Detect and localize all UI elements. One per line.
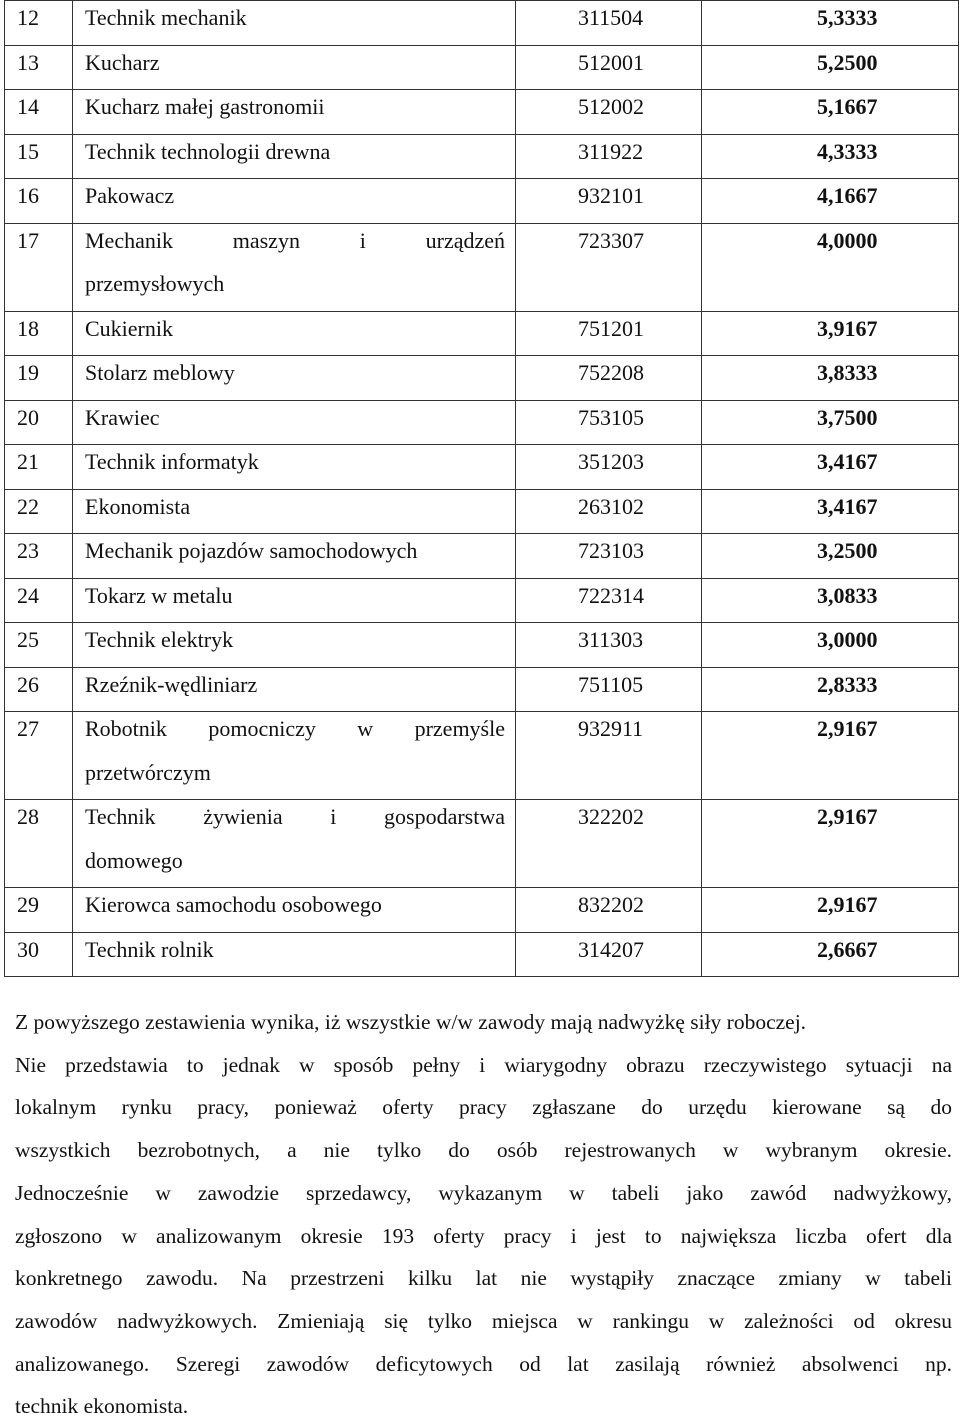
paragraph-line: zawodów nadwyżkowych. Zmieniają się tylko miejsca w rankingu w zależności od okresu [15, 1308, 952, 1333]
table-row [5, 45, 959, 90]
occupation-code: 322202 [516, 800, 702, 888]
table-row [5, 400, 959, 445]
indicator-value: 4,1667 [702, 179, 959, 224]
occupation-name: Technik elektryk [73, 623, 516, 668]
paragraph-line: wszystkich bezrobotnych, a nie tylko do osób rejestrowanych w wybranym okresie. [15, 1138, 952, 1163]
paragraph-line: lokalnym rynku pracy, ponieważ oferty pracy zgłaszane do urzędu kierowane są do [15, 1095, 952, 1120]
row-number: 22 [5, 489, 73, 534]
occupation-name: Stolarz meblowy [73, 356, 516, 401]
row-number: 21 [5, 445, 73, 490]
occupation-name: Technik technologii drewna [73, 134, 516, 179]
occupation-code: 263102 [516, 489, 702, 534]
row-number: 25 [5, 623, 73, 668]
occupation-code: 723103 [516, 534, 702, 579]
table-row [5, 888, 959, 933]
indicator-value: 2,8333 [702, 667, 959, 712]
row-number: 24 [5, 578, 73, 623]
paragraph-line: Nie przedstawia to jednak w sposób pełny i wiarygodny obrazu rzeczywistego sytuacji na [15, 1052, 952, 1077]
row-number: 13 [5, 45, 73, 90]
occupation-code: 311922 [516, 134, 702, 179]
occupation-name: Ekonomista [73, 489, 516, 534]
paragraph-line: analizowanego. Szeregi zawodów deficytowych od lat zasilają również absolwenci np. [15, 1351, 952, 1376]
occupation-code: 753105 [516, 400, 702, 445]
indicator-value: 5,2500 [702, 45, 959, 90]
row-number: 30 [5, 932, 73, 977]
table-body [5, 1, 959, 977]
row-number: 16 [5, 179, 73, 224]
occupation-code: 751201 [516, 311, 702, 356]
table-row [5, 134, 959, 179]
table-row [5, 223, 959, 311]
summary-paragraph [15, 1001, 952, 1428]
paragraph-line: technik ekonomista. [15, 1394, 189, 1419]
occupation-code: 751105 [516, 667, 702, 712]
table-row [5, 623, 959, 668]
row-number: 26 [5, 667, 73, 712]
indicator-value: 3,7500 [702, 400, 959, 445]
occupation-code: 351203 [516, 445, 702, 490]
row-number: 12 [5, 1, 73, 46]
paragraph-line: konkretnego zawodu. Na przestrzeni kilku lat nie wystąpiły znaczące zmiany w tabeli [15, 1266, 952, 1291]
occupation-code: 311504 [516, 1, 702, 46]
row-number: 29 [5, 888, 73, 933]
indicator-value: 3,9167 [702, 311, 959, 356]
table-row [5, 90, 959, 135]
row-number: 14 [5, 90, 73, 135]
indicator-value: 2,9167 [702, 712, 959, 800]
occupation-name: Mechanik pojazdów samochodowych [73, 534, 516, 579]
table-row [5, 1, 959, 46]
indicator-value: 2,9167 [702, 888, 959, 933]
table-row [5, 445, 959, 490]
row-number: 19 [5, 356, 73, 401]
occupation-name: Rzeźnik-wędliniarz [73, 667, 516, 712]
occupation-name: Robotnik pomocniczy w przemyśle przetwórczym [73, 712, 516, 800]
row-number: 18 [5, 311, 73, 356]
occupation-name: Technik rolnik [73, 932, 516, 977]
occupation-code: 723307 [516, 223, 702, 311]
table-row [5, 534, 959, 579]
occupation-code: 932101 [516, 179, 702, 224]
table-row [5, 800, 959, 888]
indicator-value: 3,4167 [702, 489, 959, 534]
occupation-name: Technik informatyk [73, 445, 516, 490]
occupation-name: Kucharz małej gastronomii [73, 90, 516, 135]
paragraph-line: zgłoszono w analizowanym okresie 193 oferty pracy i jest to największa liczba ofert dla [15, 1223, 952, 1248]
paragraph-line: Jednocześnie w zawodzie sprzedawcy, wykazanym w tabeli jako zawód nadwyżkowy, [15, 1180, 952, 1205]
paragraph-line: Z powyższego zestawienia wynika, iż wszystkie w/w zawody mają nadwyżkę siły roboczej. [15, 1010, 807, 1034]
row-number: 17 [5, 223, 73, 311]
table-row [5, 578, 959, 623]
indicator-value: 3,8333 [702, 356, 959, 401]
occupation-code: 311303 [516, 623, 702, 668]
occupation-name: Tokarz w metalu [73, 578, 516, 623]
row-number: 15 [5, 134, 73, 179]
occupation-name: Technik mechanik [73, 1, 516, 46]
occupation-name: Krawiec [73, 400, 516, 445]
occupation-name: Mechanik maszyn i urządzeń przemysłowych [73, 223, 516, 311]
indicator-value: 3,4167 [702, 445, 959, 490]
table-row [5, 179, 959, 224]
table-row [5, 667, 959, 712]
table-row [5, 932, 959, 977]
occupation-code: 512001 [516, 45, 702, 90]
occupation-name: Kucharz [73, 45, 516, 90]
occupation-code: 512002 [516, 90, 702, 135]
occupation-name: Kierowca samochodu osobowego [73, 888, 516, 933]
occupation-code: 752208 [516, 356, 702, 401]
row-number: 28 [5, 800, 73, 888]
indicator-value: 2,6667 [702, 932, 959, 977]
row-number: 27 [5, 712, 73, 800]
occupation-code: 832202 [516, 888, 702, 933]
occupation-code: 314207 [516, 932, 702, 977]
occupation-name: Pakowacz [73, 179, 516, 224]
indicator-value: 3,0833 [702, 578, 959, 623]
row-number: 23 [5, 534, 73, 579]
row-number: 20 [5, 400, 73, 445]
indicator-value: 2,9167 [702, 800, 959, 888]
indicator-value: 4,0000 [702, 223, 959, 311]
table-row [5, 311, 959, 356]
indicator-value: 4,3333 [702, 134, 959, 179]
table-row [5, 712, 959, 800]
indicator-value: 5,1667 [702, 90, 959, 135]
occupation-name: Technik żywienia i gospodarstwa domowego [73, 800, 516, 888]
indicator-value: 3,2500 [702, 534, 959, 579]
occupation-code: 722314 [516, 578, 702, 623]
table-row [5, 356, 959, 401]
occupation-code: 932911 [516, 712, 702, 800]
indicator-value: 3,0000 [702, 623, 959, 668]
occupations-table [4, 0, 959, 977]
occupation-name: Cukiernik [73, 311, 516, 356]
table-row [5, 489, 959, 534]
indicator-value: 5,3333 [702, 1, 959, 46]
